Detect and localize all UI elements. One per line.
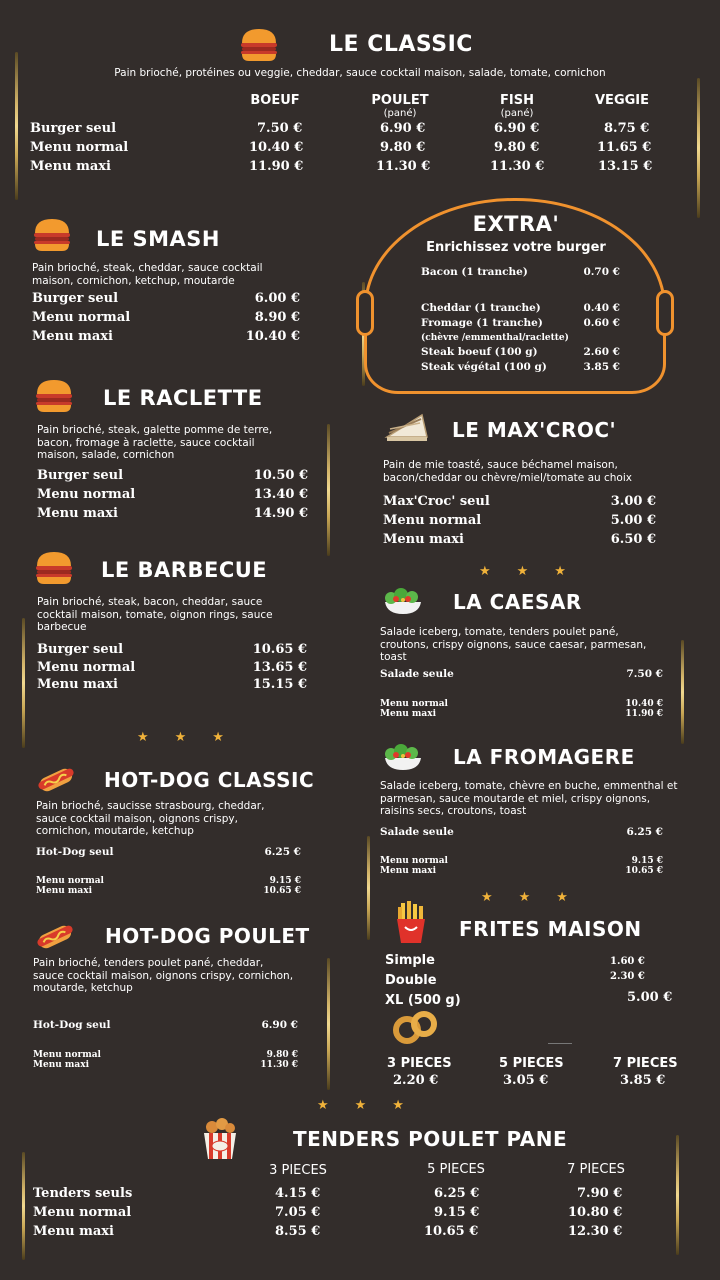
onion-rings-icon	[391, 1010, 443, 1046]
frites-item-price: 1.60 €	[610, 956, 645, 967]
tenders-title: TENDERS POULET PANE	[293, 1127, 568, 1151]
price-row: Menu maxi 10.65 €	[380, 866, 663, 876]
gold-divider	[22, 618, 25, 748]
burger-icon	[34, 549, 74, 587]
price-row: Menu normal 10.40 €	[380, 699, 663, 709]
price-row: Menu maxi 11.90 €	[380, 709, 663, 719]
maxcroc-description: Pain de mie toasté, sauce béchamel maison, bacon/cheddar ou chèvre/miel/tomate au choix	[383, 459, 632, 484]
star-divider: ★★★	[481, 889, 594, 904]
price-row: Hot-Dog seul 6.25 €	[36, 846, 301, 858]
gold-divider	[327, 424, 330, 556]
extra-item: Bacon (1 tranche) 0.70 €	[421, 266, 620, 278]
star-divider: ★★★	[137, 729, 250, 744]
raclette-description: Pain brioché, steak, galette pomme de terre, bacon, fromage à raclette, sauce cocktail maison, salade, cornichon	[37, 424, 273, 461]
maxcroc-title: LE MAX'CROC'	[452, 418, 617, 442]
rings-option-label: 7 PIECES	[613, 1056, 678, 1071]
hotdog-classic-description: Pain brioché, saucisse strasbourg, cheddar, sauce cocktail maison, oignons crispy, cornichon, moutarde, ketchup	[36, 800, 265, 837]
extra-item: Steak végétal (100 g) 3.85 €	[421, 361, 620, 373]
fries-icon	[393, 901, 429, 945]
hotdog-poulet-title: HOT-DOG POULET	[105, 924, 310, 948]
burger-icon	[34, 377, 74, 415]
hotdog-poulet-description: Pain brioché, tenders poulet pané, cheddar, sauce cocktail maison, oignons crispy, cornichon, moutarde, ketchup	[33, 957, 294, 994]
smash-title: LE SMASH	[96, 227, 221, 251]
salad-icon	[381, 582, 425, 616]
fromagere-title: LA FROMAGERE	[453, 745, 635, 769]
sandwich-icon	[384, 409, 430, 443]
chicken-bucket-icon	[200, 1117, 240, 1161]
price-row: Menu normal 13.40 €	[37, 487, 308, 502]
rings-option-price: 3.05 €	[503, 1073, 549, 1088]
barbecue-title: LE BARBECUE	[101, 558, 268, 582]
fromagere-description: Salade iceberg, tomate, chèvre en buche, emmenthal et parmesan, sauce moutarde et miel, crispy oignons, raisins secs, croutons, toast	[380, 780, 678, 817]
frites-item-price: 5.00 €	[627, 990, 673, 1005]
frites-item-price: 2.30 €	[610, 971, 645, 982]
price-row: Menu maxi 15.15 €	[37, 677, 307, 692]
gold-divider	[22, 1152, 25, 1260]
price-row: Max'Croc' seul 3.00 €	[383, 494, 656, 509]
column-header-5-pieces: 5 PIECES	[427, 1162, 485, 1177]
hotdog-classic-title: HOT-DOG CLASSIC	[104, 768, 315, 792]
gold-divider	[676, 1135, 679, 1255]
price-row: Menu normal 9.80 €	[33, 1050, 298, 1060]
price-row: Burger seul 10.50 €	[37, 468, 308, 483]
price-row: Salade seule 7.50 €	[380, 668, 663, 680]
price-row: Menu normal 8.90 €	[32, 310, 300, 325]
extra-item: (chèvre /emmenthal/raclette)	[421, 333, 569, 343]
extra-frame-notch	[656, 290, 674, 336]
price-row: Menu maxi 10.40 €	[32, 329, 300, 344]
column-header-boeuf: BOEUF	[250, 93, 300, 108]
price-row: Menu maxi 14.90 €	[37, 506, 308, 521]
star-divider: ★★★	[479, 563, 592, 578]
classic-title: LE CLASSIC	[329, 32, 473, 57]
extra-item: Fromage (1 tranche) 0.60 €	[421, 317, 620, 329]
extra-subtitle: Enrichissez votre burger	[426, 240, 606, 255]
frites-item-label: XL (500 g)	[385, 993, 461, 1008]
column-header-poulet: POULET (pané)	[371, 93, 429, 119]
gold-divider	[697, 78, 700, 218]
price-row: Hot-Dog seul 6.90 €	[33, 1019, 298, 1031]
smash-description: Pain brioché, steak, cheddar, sauce cocktail maison, cornichon, ketchup, moutarde	[32, 262, 263, 287]
extra-title: EXTRA'	[472, 212, 560, 236]
price-row: Menu maxi 11.30 €	[33, 1060, 298, 1070]
price-row: Menu normal 9.15 €	[380, 856, 663, 866]
frites-title: FRITES MAISON	[459, 917, 642, 941]
caesar-title: LA CAESAR	[453, 590, 582, 614]
star-divider: ★★★	[317, 1097, 430, 1112]
burger-icon	[239, 26, 279, 64]
classic-description: Pain brioché, protéines ou veggie, cheddar, sauce cocktail maison, salade, tomate, cornichon	[114, 67, 606, 79]
column-header-7-pieces: 7 PIECES	[567, 1162, 625, 1177]
price-row: Salade seule 6.25 €	[380, 826, 663, 838]
price-row: Menu normal 5.00 €	[383, 513, 656, 528]
rings-option-label: 5 PIECES	[499, 1056, 564, 1071]
rings-option-label: 3 PIECES	[387, 1056, 452, 1071]
extra-item: Cheddar (1 tranche) 0.40 €	[421, 302, 620, 314]
hotdog-icon	[35, 763, 77, 797]
caesar-description: Salade iceberg, tomate, tenders poulet pané, croutons, crispy oignons, sauce caesar, parmesan, toast	[380, 626, 647, 663]
gold-divider	[681, 640, 684, 744]
extra-item: Steak boeuf (100 g) 2.60 €	[421, 346, 620, 358]
divider-line	[548, 1043, 572, 1044]
frites-item-label: Simple	[385, 953, 435, 968]
frites-item-label: Double	[385, 973, 437, 988]
column-header-veggie: VEGGIE	[595, 93, 649, 108]
rings-option-price: 3.85 €	[620, 1073, 666, 1088]
gold-divider	[327, 958, 330, 1090]
gold-divider	[15, 52, 18, 200]
price-row: Burger seul 10.65 €	[37, 642, 307, 657]
column-header-fish: FISH (pané)	[500, 93, 534, 119]
gold-divider	[367, 836, 370, 940]
extra-frame-notch	[356, 290, 374, 336]
column-header-3-pieces: 3 PIECES	[269, 1163, 327, 1178]
price-row: Burger seul 6.00 €	[32, 291, 300, 306]
hotdog-icon	[34, 920, 76, 954]
salad-icon	[381, 738, 425, 772]
price-row: Menu normal 9.15 €	[36, 876, 301, 886]
barbecue-description: Pain brioché, steak, bacon, cheddar, sauce cocktail maison, tomate, oignon rings, sauce barbecue	[37, 596, 273, 633]
price-row: Menu maxi 10.65 €	[36, 886, 301, 896]
burger-icon	[32, 216, 72, 254]
raclette-title: LE RACLETTE	[103, 386, 263, 410]
price-row: Menu maxi 6.50 €	[383, 532, 656, 547]
rings-option-price: 2.20 €	[393, 1073, 439, 1088]
price-row: Menu normal 13.65 €	[37, 660, 307, 675]
